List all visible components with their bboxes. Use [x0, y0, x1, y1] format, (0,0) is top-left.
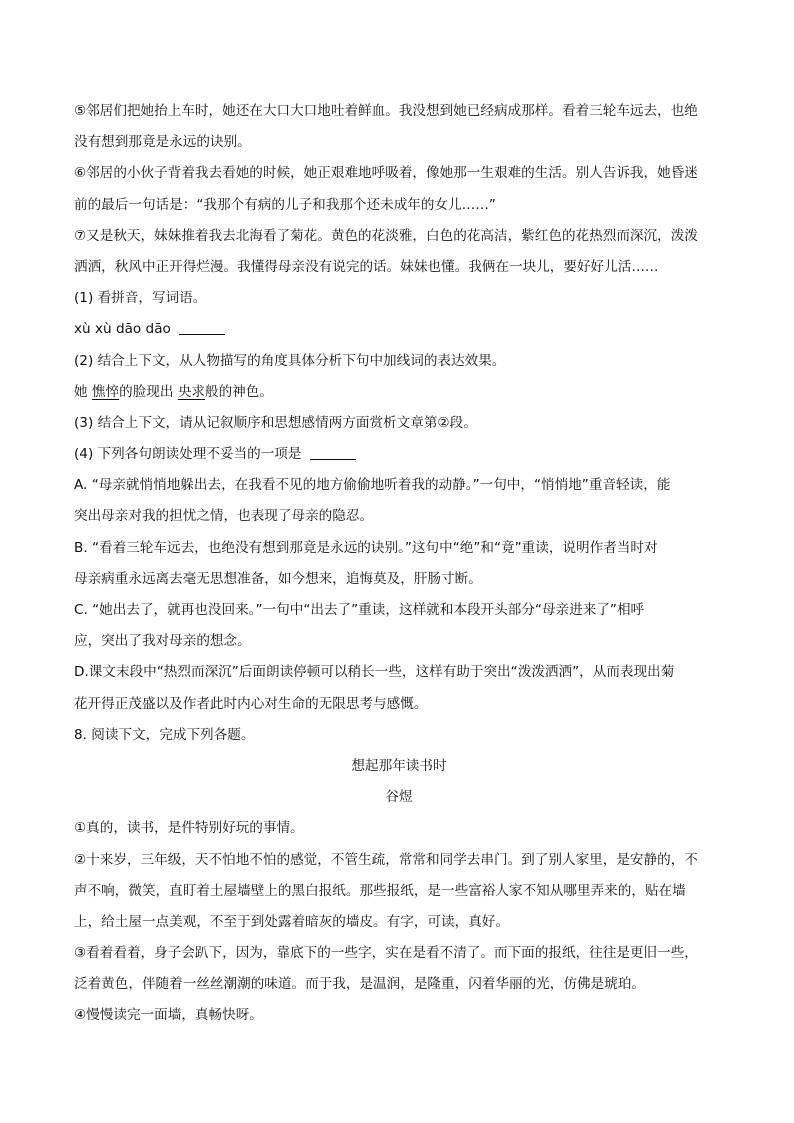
option-d-line-1: D.课文末段中“热烈而深沉”后面朗读停顿可以稍长一些，这样有助于突出“泼泼洒洒”，从而表现出菊: [74, 664, 675, 681]
paragraph-6-line-1: ⑥邻居的小伙子背着我去看她的时候，她正艰难地呼吸着，像她那一生艰难的生活。别人告诉我，她昏迷: [74, 165, 698, 182]
sentence-part: 的脸现出: [119, 383, 178, 400]
option-c-line-1: C. “她出去了，就再也没回来。”一句中“出去了”重读，这样就和本段开头部分“母亲进来了”相呼: [74, 602, 645, 618]
underlined-word-2: 央求: [177, 383, 205, 400]
sentence-part: 她: [74, 383, 92, 400]
option-a-line-2: 突出母亲对我的担忧之情，也表现了母亲的隐忍。: [74, 508, 374, 525]
body-paragraph-2-line-1: ②十来岁，三年级，天不怕地不怕的感觉，不管生疏，常常和同学去串门。到了别人家里，是安静的，不: [74, 851, 698, 868]
answer-blank: [179, 320, 225, 335]
body-paragraph-1: ①真的，读书，是件特别好玩的事情。: [74, 820, 304, 837]
document-body: [74, 96, 724, 1032]
option-b-line-2: 母亲病重永远离去毫无思想准备，如今想来，追悔莫及，肝肠寸断。: [74, 570, 482, 587]
body-paragraph-2-line-3: 上，给土屋一点美观，不至于到处露着暗灰的墙皮。有字，可读，真好。: [74, 913, 509, 930]
underlined-word-1: 憔悴: [91, 383, 120, 400]
question-4: (4) 下列各句朗读处理不妥当的一项是: [74, 446, 302, 463]
body-paragraph-4: ④慢慢读完一面墙，真畅快呀。: [74, 1007, 263, 1024]
question-1-pinyin-row: [74, 314, 724, 345]
question-3: (3) 结合上下文，请从记叙顺序和思想感情两方面赏析文章第②段。: [74, 414, 477, 431]
option-c-line-2: 应，突出了我对母亲的想念。: [74, 633, 251, 650]
option-d-line-2: 花开得正茂盛以及作者此时内心对生命的无限思考与感慨。: [74, 695, 428, 712]
question-1: (1) 看拼音，写词语。: [74, 290, 207, 307]
option-b-line-1: B. “看着三轮车远去，也绝没有想到那竟是永远的诀别。”这句中“绝”和“竟”重读，说明作者当时对: [74, 539, 658, 556]
paragraph-7-line-2: 洒洒，秋风中正开得烂漫。我懂得母亲没有说完的话。妹妹也懂。我俩在一块儿，要好好儿活……: [74, 258, 659, 275]
body-paragraph-3-line-1: ③看着看着，身子会趴下，因为，靠底下的一些字，实在是看不清了。而下面的报纸，往往是更旧一些，: [74, 945, 698, 962]
paragraph-5-line-1: ⑤邻居们把她抬上车时，她还在大口大口地吐着鲜血。我没想到她已经病成那样。看着三轮车远去，也绝: [74, 103, 698, 119]
body-paragraph-2-line-2: 声不响，微笑，直盯着土屋墙壁上的黑白报纸。那些报纸，是一些富裕人家不知从哪里弄来的，贴在墙: [74, 882, 686, 899]
paragraph-7-line-1: ⑦又是秋天，妹妹推着我去北海看了菊花。黄色的花淡雅，白色的花高洁，紫红色的花热烈而深沉，泼泼: [74, 227, 698, 244]
pinyin-text: xù xù dāo dāo: [74, 321, 171, 338]
paragraph-5-line-2: 没有想到那竟是永远的诀别。: [74, 134, 251, 151]
answer-blank: [310, 445, 356, 460]
body-paragraph-3-line-2: 泛着黄色，伴随着一丝丝潮潮的味道。而于我，是温润，是隆重，闪着华丽的光，仿佛是琥珀。: [74, 976, 645, 993]
question-2: (2) 结合上下文，从人物描写的角度具体分析下句中加线词的表达效果。: [74, 352, 506, 369]
question-2-sentence: [74, 377, 724, 408]
question-4-row: [74, 439, 724, 470]
article-title: 想起那年读书时: [351, 757, 447, 774]
paragraph-6-line-2: 前的最后一句话是：“我那个有病的儿子和我那个还未成年的女儿……”: [74, 196, 496, 213]
option-a-line-1: A. “母亲就悄悄地躲出去，在我看不见的地方偷偷地听着我的动静。”一句中，“悄悄地”重音轻读，能: [74, 477, 671, 494]
article-author: 谷煜: [385, 789, 413, 806]
question-8: 8. 阅读下文，完成下列各题。: [74, 726, 255, 743]
sentence-part: 般的神色。: [205, 383, 273, 400]
